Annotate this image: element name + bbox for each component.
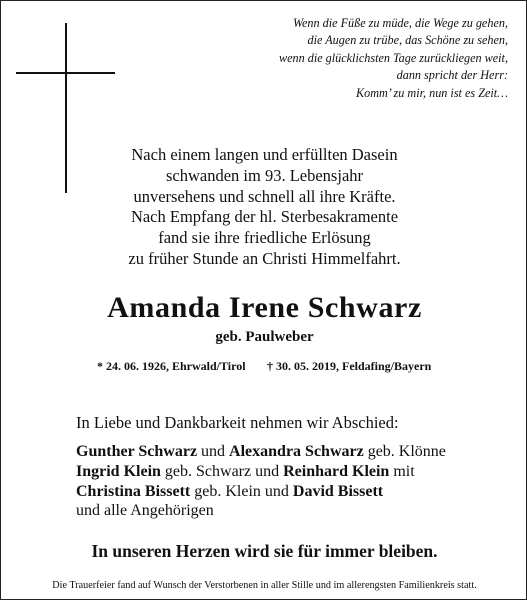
mourner-name: Christina Bissett — [76, 482, 191, 500]
mourner-line: und alle Angehörigen — [76, 502, 214, 520]
mourner-line — [76, 462, 446, 482]
mourner-connector: geb. Schwarz und — [160, 462, 284, 480]
poem-line: Wenn die Füße zu müde, die Wege zu gehen, — [292, 16, 508, 30]
poem-line: dann spricht der Herr: — [396, 68, 508, 83]
mourner-name: Gunther Schwarz — [76, 443, 198, 460]
poem — [178, 15, 508, 102]
cross-icon-horizontal — [16, 72, 115, 74]
closing-text: In unseren Herzen wird sie für immer bleiben. — [91, 541, 438, 561]
footer-note: Die Trauerfeier fand auf Wunsch der Verstorbenen in aller Stille und im allerengsten Familienkreis statt. — [52, 580, 477, 591]
mourners-list — [76, 442, 446, 521]
intro-line: unversehens und schnell all ihre Kräfte. — [133, 186, 396, 206]
poem-line: wenn die glücklichsten Tage zurückliegen weit, — [278, 50, 508, 65]
mourner-name: Alexandra Schwarz — [229, 443, 364, 460]
mourner-name: Ingrid Klein — [76, 462, 161, 480]
intro-line: schwanden im 93. Lebensjahr — [165, 165, 364, 185]
intro-text — [1, 145, 527, 270]
farewell-text: In Liebe und Dankbarkeit nehmen wir Abschied: — [76, 413, 399, 432]
poem-line: Komm’ zu mir, nun ist es Zeit… — [355, 85, 508, 100]
maiden-name: geb. Paulweber — [215, 329, 314, 345]
mourner-connector: geb. Klein und — [190, 482, 293, 500]
death-date: † 30. 05. 2019, Feldafing/Bayern — [267, 359, 432, 373]
intro-line: Nach einem langen und erfüllten Dasein — [131, 145, 398, 164]
mourner-connector: mit — [389, 462, 415, 480]
birth-date: * 24. 06. 1926, Ehrwald/Tirol — [97, 359, 246, 373]
poem-line: die Augen zu trübe, das Schöne zu sehen, — [307, 33, 508, 48]
intro-line: zu früher Stunde an Christi Himmelfahrt. — [128, 248, 401, 268]
intro-line: Nach Empfang der hl. Sterbesakramente — [130, 207, 399, 227]
mourner-connector: und — [197, 443, 230, 460]
deceased-name: Amanda Irene Schwarz — [107, 291, 422, 324]
intro-line: fand sie ihre friedliche Erlösung — [158, 228, 371, 248]
mourner-connector: geb. Klönne — [363, 443, 446, 460]
mourner-name: Reinhard Klein — [283, 462, 390, 480]
mourner-line — [76, 442, 446, 462]
mourner-name: David Bissett — [292, 482, 384, 500]
mourner-line — [76, 482, 446, 502]
